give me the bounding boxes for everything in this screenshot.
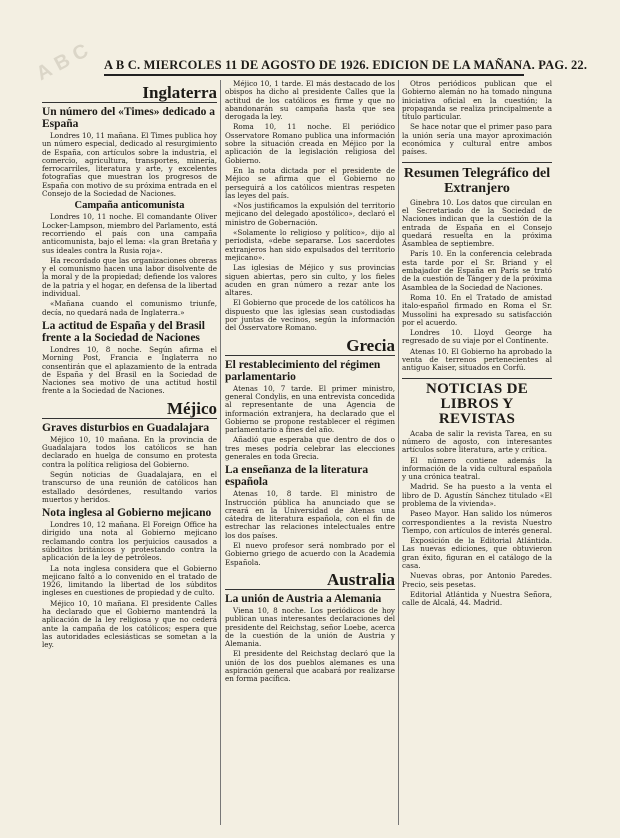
article-subheadline: Campaña anticomunista	[74, 200, 185, 212]
column-2	[225, 80, 395, 686]
article-paragraph: Paseo Mayor. Han salido los números correspondientes a la revista Nuestro Tiempo, con artículos de interés general.	[402, 509, 553, 535]
article-paragraph: Nuevas obras, por Antonio Paredes. Precio, seis pesetas.	[402, 571, 552, 589]
section-title: NOTICIAS DE LIBROS Y REVISTAS	[402, 378, 552, 427]
article-paragraph: Editorial Atlántida y Nuestra Señora, calle de Alcalá, 44. Madrid.	[402, 589, 552, 608]
article-paragraph: Londres 10, 11 noche. El comandante Oliver Locker-Lampson, miembro del Parlamento, está recorriendo el país con una campaña anticomunista, bajo el lema: «la gran Bretaña y sus ideales contra la Rusia roja».	[42, 212, 217, 255]
article-headline: Nota inglesa al Gobierno mejicano	[42, 507, 212, 520]
article-paragraph: Méjico 10, 1 tarde. El más destacado de los obispos ha dicho al presidente Calles que la actitud de los católicos es firme y que no abandonarán su campaña hasta que sea derogada la ley.	[225, 79, 395, 122]
article-headline: La actitud de España y del Brasil frente a la Sociedad de Naciones	[42, 319, 205, 344]
article-paragraph: Las iglesias de Méjico y sus provincias siguen abiertas, pero sin culto, y los fieles acuden en gran número a rezar ante los altares.	[225, 263, 395, 298]
article-paragraph: Añadió que esperaba que dentro de dos o tres meses podría celebrar las elecciones generales en toda Grecia.	[225, 435, 395, 461]
column-divider	[220, 80, 221, 825]
article-paragraph: El presidente del Reichstag declaró que la unión de los dos pueblos alemanes es una aspiración general que acabará por realizarse en forma pacífica.	[225, 649, 395, 684]
article-headline: El restablecimiento del régimen parlamentario	[225, 358, 381, 383]
article-paragraph: El número contiene además la información de la vida cultural española y una crónica teatral.	[402, 455, 552, 482]
article-paragraph: En la nota dictada por el presidente de Méjico se afirma que el Gobierno no perseguirá a los católicos mientras respeten las leyes del país.	[225, 165, 395, 200]
article-paragraph: Ha recordado que las organizaciones obreras y el comunismo hacen una labor disolvente de la moral y de la propiedad; defiende los valores de la patria y el hogar, en defensa de la libertad individual.	[42, 255, 217, 299]
article-paragraph: La nota inglesa considera que el Gobierno mejicano faltó a lo convenido en el tratado de 1926, limitando la libertad de los súbditos ingleses en cuestiones de propiedad y de culto.	[42, 563, 217, 598]
column-3	[402, 80, 552, 610]
article-headline: La unión de Austria a Alemania	[225, 592, 382, 605]
article-paragraph: Atenas 10, 8 tarde. El ministro de Instrucción pública ha anunciado que se creará en la Universidad de Atenas una cátedra de literatura española, con el fin de estrechar las relaciones intelectuales entre los dos países.	[225, 489, 395, 540]
article-paragraph: Exposición de la Editorial Atlántida. Las nuevas ediciones, que obtuvieron gran éxito, figuran en el catálogo de la casa.	[402, 536, 552, 571]
article-paragraph: «Solamente lo religioso y político», dijo al periodista, «debe separarse. Los sacerdotes extranjeros han sido expulsados del territorio mejicano».	[225, 228, 395, 262]
article-paragraph: Atenas 10, 7 tarde. El primer ministro, general Condylis, en una entrevista concedida al representante de una Agencia de información extranjera, ha declarado que el Gobierno se propone restablecer el régimen parlamentario a fines del año.	[225, 383, 395, 435]
article-paragraph: «Mañana cuando el comunismo triunfe, decía, no quedará nada de Inglaterra.»	[42, 299, 217, 317]
section-title: Resumen Telegráfico del Extranjero	[402, 162, 552, 196]
article-paragraph: Londres 10. Lloyd George ha regresado de su viaje por el Continente.	[402, 328, 552, 346]
article-paragraph: Londres 10, 8 noche. Según afirma el Morning Post, Francia e Inglaterra no consentirán que el aplazamiento de la entrada de España y del Brasil en la Sociedad de Naciones sea motivo de una actitud hostil frente a la Sociedad de Naciones.	[42, 344, 217, 396]
article-paragraph: Roma 10, 11 noche. El periódico Osservatore Romano publica una información sobre la situación creada en Méjico por la aplicación de la legislación religiosa del Gobierno.	[225, 122, 395, 165]
column-1	[42, 80, 217, 652]
column-divider	[398, 80, 399, 825]
article-paragraph: Londres 10, 11 mañana. El Times publica hoy un número especial, dedicado al resurgimiento de España, con artículos sobre la industria, el comercio, agricultura, transportes, minería, ferrocarriles, literatura y arte, y excelentes fotografías que muestran los progresos de España con motivo de su próxima entrada en el Consejo de la Sociedad de Naciones.	[42, 131, 217, 199]
article-paragraph: Ginebra 10. Los datos que circulan en el Secretariado de la Sociedad de Naciones indican que la cuestión de la entrada de España en el Consejo quedará resuelta en la próxima Asamblea de septiembre.	[402, 197, 552, 249]
article-paragraph: Roma 10. En el Tratado de amistad italo-español firmado en Roma el Sr. Mussolini ha expresado su satisfacción por el acuerdo.	[402, 292, 552, 327]
article-paragraph: Madrid. Se ha puesto a la venta el libro de D. Agustín Sánchez titulado «El problema de la vivienda».	[402, 482, 552, 508]
page-header: A B C. MIERCOLES 11 DE AGOSTO DE 1926. EDICION DE LA MAÑANA. PAG. 22.	[104, 58, 524, 76]
section-title: Inglaterra	[42, 84, 217, 103]
article-paragraph: Según noticias de Guadalajara, en el transcurso de una reunión de católicos han estallado desórdenes, resultando varios muertos y heridos.	[42, 469, 217, 504]
article-paragraph: «Nos justificamos la expulsión del territorio mejicano del delegado apostólico», declaró el ministro de Gobernación.	[225, 201, 395, 227]
article-paragraph: Otros periódicos publican que el Gobierno alemán no ha tomado ninguna iniciativa oficial en la cuestión; la propaganda se realiza principalmente a título particular.	[402, 79, 552, 122]
article-headline: La enseñanza de la literatura española	[225, 464, 369, 489]
article-paragraph: Atenas 10. El Gobierno ha aprobado la venta de terrenos pertenecientes al antiguo Kaiser, situados en Corfú.	[402, 346, 552, 373]
article-paragraph: El nuevo profesor será nombrado por el Gobierno griego de acuerdo con la Academia Española.	[225, 541, 395, 567]
article-paragraph: París 10. En la conferencia celebrada esta tarde por el Sr. Briand y el embajador de España en París se trató de la cuestión de Tánger y de la próxima Asamblea de la Sociedad de Naciones.	[402, 249, 552, 292]
section-title: Méjico	[42, 400, 217, 419]
article-paragraph: Acaba de salir la revista Tarea, en su número de agosto, con interesantes artículos sobre literatura, arte y crítica.	[402, 428, 552, 455]
article-paragraph: Méjico 10, 10 mañana. En la provincia de Guadalajara todos los católicos se han declarado en huelga de consumo en protesta contra la política religiosa del Gobierno.	[42, 434, 217, 469]
article-headline: Un número del «Times» dedicado a España	[42, 106, 216, 130]
abc-watermark-stamp: ABC	[32, 36, 98, 85]
article-paragraph: Viena 10, 8 noche. Los periódicos de hoy publican unas interesantes declaraciones del presidente del Reichstag, señor Loebe, acerca de la cuestión de la unión de Austria y Alemania.	[225, 605, 395, 649]
section-title: Grecia	[225, 337, 395, 356]
article-paragraph: Se hace notar que el primer paso para la unión sería una mayor aproximación económica y cultural entre ambos países.	[402, 122, 552, 157]
article-paragraph: Londres 10, 12 mañana. El Foreign Office ha dirigido una nota al Gobierno mejicano reclamando contra los perjuicios causados a súbditos británicos y protestando contra la aplicación de la ley de petróleos.	[42, 520, 217, 563]
article-paragraph: Méjico 10, 10 mañana. El presidente Calles ha declarado que el Gobierno mantendrá la aplicación de la ley religiosa y que no cederá ante la campaña de los católicos; espera que las autoridades eclesiásticas se sometan a la ley.	[42, 598, 217, 650]
article-headline: Graves disturbios en Guadalajara	[42, 421, 210, 434]
section-title: Australia	[225, 571, 395, 590]
article-paragraph: El Gobierno que procede de los católicos ha dispuesto que las iglesias sean custodiadas por juntas de vecinos, según la información del Osservatore Romano.	[225, 298, 395, 333]
